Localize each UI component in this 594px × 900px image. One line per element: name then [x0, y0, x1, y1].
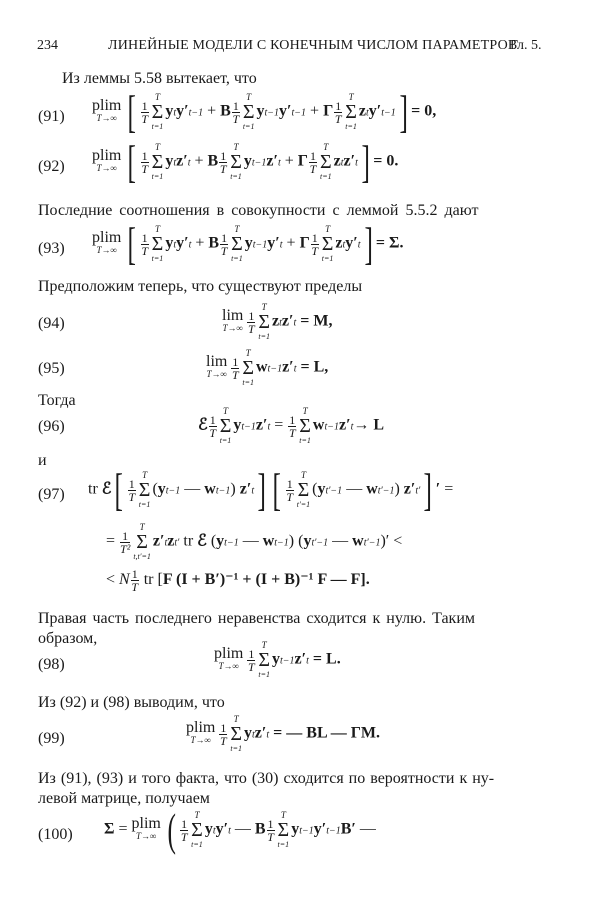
paragraph-6b: образом, [38, 630, 98, 647]
equation-98: plim T→∞ $\frac{1}{T}$ T Σ t=1 yt−1z′t = L. [214, 640, 341, 679]
equation-96: ℰ $\frac{1}{T}$ T Σ t=1 yt−1z′t = $\frac{1}{T}$ T Σ t=1 wt−1z′t→ L [198, 406, 385, 445]
eq-number-91: (91) [38, 108, 65, 125]
eq91-rhs: = 0, [411, 102, 437, 120]
eq95-rhs: = L, [300, 358, 329, 376]
eq98-rhs: = L. [312, 650, 341, 668]
paragraph-7: Из (92) и (98) выводим, что [38, 694, 225, 711]
paragraph-8a: Из (91), (93) и того факта, что (30) сходится по вероятности к ну- [38, 770, 495, 787]
equation-93: plim T→∞ [ $\frac{1}{T}$ T Σ t=1 yty′t + B $\frac{1}{T}$ T Σ t=1 yt−1y′t + Γ $\frac{1}{T}$ T Σ t=1 zty′t] = Σ. [92, 218, 404, 269]
chapter-label: Гл. 5. [510, 38, 542, 53]
equation-97-line2: = $\frac{1}{\text{T²}}$ T Σ t,t′=1 z′tzt′ tr ℰ (yt−1 — wt−1) (yt′−1 — wt′−1)′ < [106, 522, 403, 561]
equation-91: plim T→∞ [ $\frac{1}{T}$ T Σ t=1 yty′t−1 + B $\frac{1}{T}$ T Σ t=1 yt−1y′t−1 + Γ $\frac{1}{T}$ T Σ t=1 zty′t−1] = 0, [92, 86, 437, 137]
eq-number-92: (92) [38, 158, 65, 175]
equation-100: Σ = plim T→∞ ( $\frac{1}{T}$ T Σ t=1 yty′t — B $\frac{1}{T}$ T Σ t=1 yt−1y′t−1B′ — [104, 804, 376, 855]
eq-number-94: (94) [38, 315, 65, 332]
eq-number-100: (100) [38, 826, 73, 843]
eq-number-97: (97) [38, 486, 65, 503]
paragraph-5: и [38, 452, 47, 469]
equation-97-line1: tr ℰ[ $\frac{1}{T}$ T Σ t=1 (yt−1 — wt−1) z′t] [ $\frac{1}{T}$ T Σ t′=1 (yt′−1 — wt′−1) z′t′] ′ = [88, 464, 454, 515]
eq-number-95: (95) [38, 360, 65, 377]
equation-99: plim T→∞ $\frac{1}{T}$ T Σ t=1 ytz′t = — BL — ΓM. [186, 714, 381, 753]
eq-number-99: (99) [38, 730, 65, 747]
eq96-rhs: → L [353, 416, 385, 434]
paragraph-8b: левой матрице, получаем [38, 790, 210, 807]
eq-number-96: (96) [38, 418, 65, 435]
eq94-rhs: = M, [300, 312, 333, 330]
eq93-rhs: = Σ. [375, 234, 404, 252]
eq92-rhs: = 0. [373, 152, 399, 170]
page-number: 234 [37, 38, 58, 53]
paragraph-2: Последние соотношения в совокупности с леммой 5.5.2 дают [38, 202, 479, 219]
eq99-rhs: = — BL — ΓM. [273, 724, 381, 742]
equation-95: lim T→∞ $\frac{1}{T}$ T Σ t=1 wt−1z′t = L, [206, 348, 329, 387]
eq-number-98: (98) [38, 656, 65, 673]
equation-92: plim T→∞ [ $\frac{1}{T}$ T Σ t=1 ytz′t + B $\frac{1}{T}$ T Σ t=1 yt−1z′t + Γ $\frac{1}{T}$ T Σ t=1 ztz′t] = 0. [92, 136, 399, 187]
paragraph-4: Тогда [38, 392, 76, 409]
equation-97-line3: < N $\frac{1}{T}$ tr [F (I + B′)⁻¹ + (I + B)⁻¹ F — F]. [106, 567, 370, 594]
equation-94: lim T→∞ $\frac{1}{T}$ T Σ t=1 ztz′t = M, [222, 302, 333, 341]
paragraph-1: Из леммы 5.58 вытекает, что [62, 70, 257, 87]
paragraph-3: Предположим теперь, что существуют пределы [38, 278, 363, 295]
running-title: ЛИНЕЙНЫЕ МОДЕЛИ С КОНЕЧНЫМ ЧИСЛОМ ПАРАМЕТРОВ [108, 38, 518, 53]
paragraph-6a: Правая часть последнего неравенства сходится к нулю. Таким [38, 610, 476, 627]
eq-number-93: (93) [38, 240, 65, 257]
eq97-line3-tail: F (I + B′)⁻¹ + (I + B)⁻¹ F — F]. [162, 571, 370, 589]
